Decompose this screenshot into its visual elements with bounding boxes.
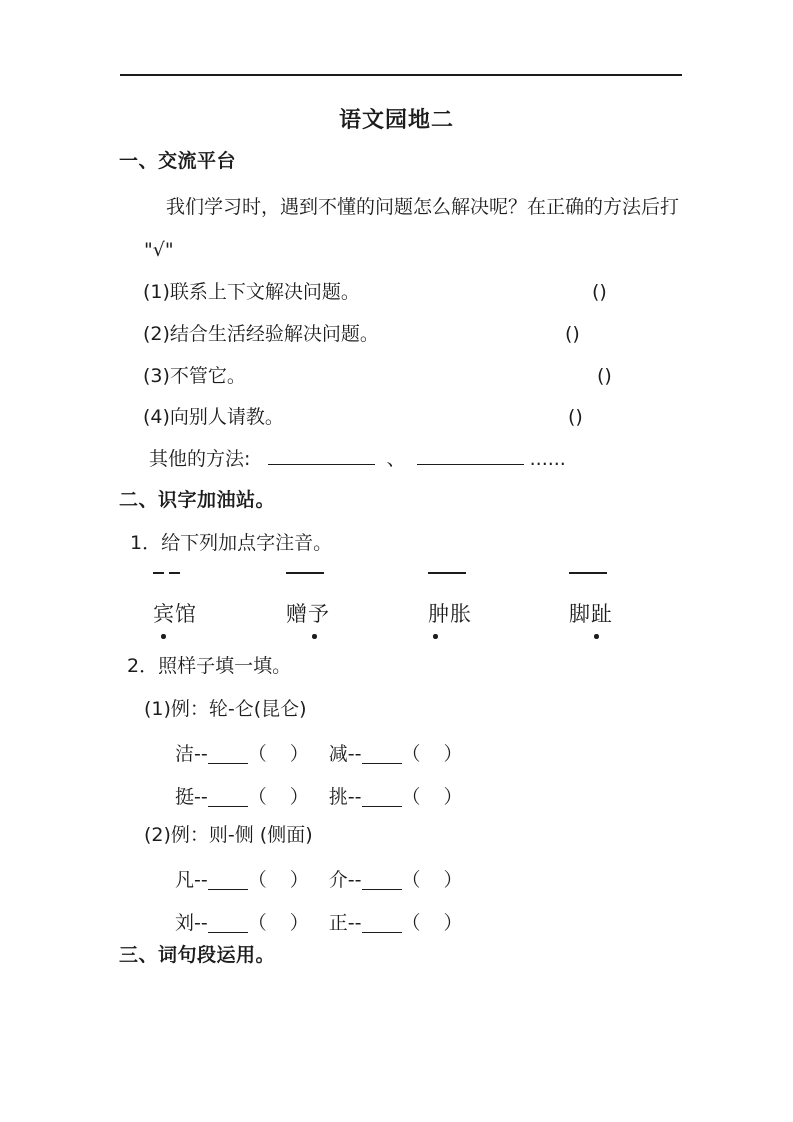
fill-prefix: 刘-- (175, 912, 208, 934)
open-paren: （ (401, 912, 421, 934)
fill-group (329, 865, 463, 892)
fill-group (329, 782, 463, 809)
word-text: 肿胀 (428, 602, 472, 626)
fill-prefix: 挑-- (328, 786, 362, 808)
word-text: 脚趾 (569, 602, 613, 626)
answer-blank (208, 918, 248, 933)
pinyin-line (569, 572, 607, 574)
close-paren: ） (443, 869, 463, 891)
emphasis-dot (161, 634, 166, 639)
pinyin-line (286, 572, 324, 574)
choice-mark-3: () (597, 365, 612, 387)
fill-prefix: 介-- (328, 869, 362, 891)
choice-mark-2: () (565, 323, 580, 345)
answer-blank (208, 749, 248, 764)
fill-row (175, 739, 463, 766)
pinyin-word-column (153, 572, 197, 639)
fill-prefix: 洁-- (175, 743, 208, 765)
question2-label: 2．照样子填一填。 (127, 655, 292, 677)
open-paren: （ (401, 743, 421, 765)
open-paren: （ (247, 743, 267, 765)
pinyin-word-column (286, 572, 330, 639)
choice-item-3: (3)不管它。 (143, 365, 246, 387)
open-paren: （ (247, 912, 267, 934)
fill-prefix: 凡-- (175, 869, 208, 891)
fill-group (175, 739, 309, 766)
close-paren: ） (443, 912, 463, 934)
close-paren: ） (289, 743, 309, 765)
section2-heading: 二、识字加油站。 (119, 489, 276, 511)
answer-blank (208, 875, 248, 890)
header-rule (120, 74, 682, 76)
fill-group (175, 908, 309, 935)
word-text: 宾馆 (153, 602, 197, 626)
fill-group (329, 739, 463, 766)
fill-prefix: 正-- (328, 912, 362, 934)
other-methods-row (149, 448, 566, 472)
fill-group (175, 865, 309, 892)
answer-blank (268, 450, 375, 465)
open-paren: （ (401, 869, 421, 891)
fill-group (175, 782, 309, 809)
section1-intro: 我们学习时，遇到不懂的问题怎么解决呢？在正确的方法后打 (166, 196, 680, 218)
fill-row (175, 908, 463, 935)
answer-blank (362, 918, 402, 933)
pinyin-line (153, 572, 180, 574)
answer-blank (362, 875, 402, 890)
page-title: 语文园地二 (338, 108, 454, 133)
close-paren: ） (289, 869, 309, 891)
other-methods-label: 其他的方法: (149, 448, 251, 470)
pinyin-word-column (569, 572, 613, 639)
example-2: (2)例：则-侧 (侧面) (144, 824, 313, 846)
choice-mark-1: () (592, 281, 607, 303)
open-paren: （ (247, 786, 267, 808)
answer-blank (417, 450, 524, 465)
close-paren: ） (443, 786, 463, 808)
fill-row (175, 782, 463, 809)
ellipsis: ...... (529, 448, 566, 470)
pinyin-word-column (428, 572, 472, 639)
example-1: (1)例：轮-仑(昆仑) (144, 698, 307, 720)
question1-label: 1．给下列加点字注音。 (130, 532, 333, 554)
choice-mark-4: () (568, 406, 583, 428)
answer-blank (362, 792, 402, 807)
choice-item-4: (4)向别人请教。 (143, 406, 284, 428)
choice-item-1: (1)联系上下文解决问题。 (143, 281, 360, 303)
answer-blank (362, 749, 402, 764)
word-text: 赠予 (286, 602, 330, 626)
fill-group (329, 908, 463, 935)
open-paren: （ (247, 869, 267, 891)
pinyin-line (428, 572, 466, 574)
close-paren: ） (289, 786, 309, 808)
emphasis-dot (433, 634, 438, 639)
emphasis-dot (312, 634, 317, 639)
fill-prefix: 减-- (328, 743, 362, 765)
section3-heading: 三、词句段运用。 (119, 944, 276, 966)
fill-row (175, 865, 463, 892)
open-paren: （ (401, 786, 421, 808)
emphasis-dot (594, 634, 599, 639)
check-symbol: "√" (144, 239, 174, 261)
fill-prefix: 挺-- (175, 786, 208, 808)
close-paren: ） (289, 912, 309, 934)
section1-heading: 一、交流平台 (119, 150, 237, 172)
answer-blank (208, 792, 248, 807)
enumeration-comma: 、 (386, 448, 406, 470)
choice-item-2: (2)结合生活经验解决问题。 (143, 323, 379, 345)
close-paren: ） (443, 743, 463, 765)
